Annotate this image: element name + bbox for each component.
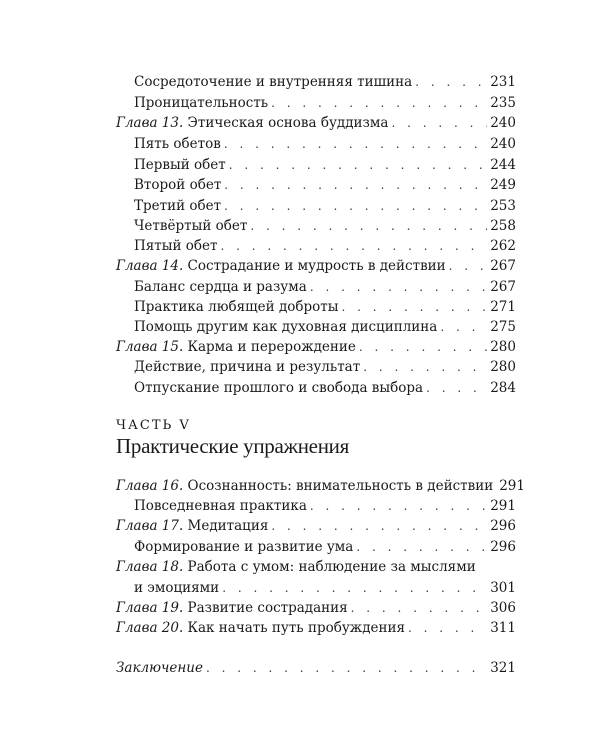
chapter-title: Этическая основа буддизма	[187, 115, 389, 131]
dot-leader	[359, 337, 487, 357]
entry-title: Пятый обет	[134, 238, 218, 254]
conclusion-title: Заключение	[116, 660, 203, 676]
dot-leader	[310, 496, 487, 516]
dot-leader	[415, 72, 487, 92]
toc-entry[interactable]	[134, 155, 516, 175]
entry-title: Первый обет	[134, 157, 226, 173]
toc-entry[interactable]	[134, 496, 516, 516]
dot-leader	[356, 537, 487, 557]
entry-title: Сосредоточение и внутренняя тишина	[134, 74, 413, 90]
entry-title: Практика любящей доброты	[134, 299, 339, 315]
dot-leader	[222, 578, 487, 598]
toc-entry[interactable]	[134, 175, 516, 195]
entry-title: Проницательность	[134, 95, 269, 111]
dot-leader	[271, 93, 487, 113]
dot-leader	[271, 516, 487, 536]
chapter-number: Глава 17.	[116, 518, 184, 534]
entry-title: Четвёртый обет	[134, 218, 248, 234]
dot-leader	[310, 277, 487, 297]
entry-title: Формирование и развитие ума	[134, 539, 354, 555]
page-number: 291	[490, 498, 516, 514]
toc-entry[interactable]	[134, 277, 516, 297]
toc-entry[interactable]	[134, 357, 516, 377]
page-number: 240	[490, 136, 516, 152]
toc-entry[interactable]	[134, 378, 516, 398]
chapter-number: Глава 18.	[116, 559, 184, 575]
page-number: 244	[490, 157, 516, 173]
page-number: 267	[490, 258, 516, 274]
page-number: 240	[490, 115, 516, 131]
page-number: 280	[490, 359, 516, 375]
dot-leader	[408, 618, 487, 638]
part-label: ЧАСТЬ V	[116, 418, 191, 433]
page-number: 280	[490, 339, 516, 355]
chapter-title: Осознанность: внимательность в действии	[187, 478, 494, 494]
dot-leader	[224, 196, 487, 216]
toc-entry[interactable]	[134, 537, 516, 557]
toc-chapter-entry[interactable]	[116, 598, 516, 618]
entry-title: Действие, причина и результат	[134, 359, 361, 375]
entry-title: Третий обет	[134, 198, 222, 214]
chapter-number: Глава 13.	[116, 115, 184, 131]
chapter-number: Глава 20.	[116, 620, 184, 636]
chapter-number: Глава 15.	[116, 339, 184, 355]
page-number: 291	[499, 478, 525, 494]
toc-chapter-entry[interactable]	[116, 476, 525, 496]
entry-title: Второй обет	[134, 177, 222, 193]
dot-leader	[342, 297, 488, 317]
toc-chapter-entry[interactable]	[116, 516, 516, 536]
page-number: 271	[490, 299, 516, 315]
dot-leader	[224, 175, 487, 195]
entry-title: Отпускание прошлого и свобода выбора	[134, 380, 424, 396]
toc-conclusion-entry[interactable]	[116, 658, 516, 678]
dot-leader	[351, 598, 488, 618]
chapter-title: Сострадание и мудрость в действии	[187, 258, 446, 274]
page-number: 253	[490, 198, 516, 214]
toc-entry-continuation[interactable]	[134, 578, 516, 598]
toc-entry[interactable]	[134, 196, 516, 216]
page-number: 267	[490, 279, 516, 295]
dot-leader	[221, 236, 488, 256]
toc-entry[interactable]	[134, 93, 516, 113]
entry-title: Повседневная практика	[134, 498, 307, 514]
chapter-title: Развитие сострадания	[187, 600, 348, 616]
page-number: 235	[490, 95, 516, 111]
toc-chapter-entry[interactable]	[116, 113, 516, 133]
toc-entry[interactable]	[134, 297, 516, 317]
page-number: 306	[490, 600, 516, 616]
dot-leader	[224, 134, 487, 154]
chapter-title: Медитация	[187, 518, 269, 534]
dot-leader	[363, 357, 487, 377]
page-number: 296	[490, 518, 516, 534]
page-number: 284	[490, 380, 516, 396]
toc-chapter-entry[interactable]	[116, 618, 516, 638]
toc-chapter-entry[interactable]	[116, 557, 516, 577]
toc-chapter-entry[interactable]	[116, 256, 516, 276]
dot-leader	[250, 216, 487, 236]
toc-chapter-entry[interactable]	[116, 337, 516, 357]
page-number: 296	[490, 539, 516, 555]
chapter-title: Карма и перерождение	[187, 339, 356, 355]
entry-title: Пять обетов	[134, 136, 221, 152]
page-number: 262	[490, 238, 516, 254]
page-number: 301	[490, 580, 516, 596]
chapter-title-continuation: и эмоциями	[134, 580, 220, 596]
chapter-title: Как начать путь пробуждения	[187, 620, 406, 636]
toc-entry[interactable]	[134, 72, 516, 92]
chapter-title: Работа с умом: наблюдение за мыслями	[187, 559, 476, 575]
page-number: 275	[490, 319, 516, 335]
chapter-number: Глава 19.	[116, 600, 184, 616]
entry-title: Помощь другим как духовная дисциплина	[134, 319, 438, 335]
chapter-number: Глава 14.	[116, 258, 184, 274]
dot-leader	[229, 155, 487, 175]
dot-leader	[391, 113, 487, 133]
page-number: 311	[490, 620, 516, 636]
entry-title: Баланс сердца и разума	[134, 279, 307, 295]
dot-leader	[426, 378, 487, 398]
toc-entry[interactable]	[134, 134, 516, 154]
dot-leader	[206, 658, 487, 678]
dot-leader	[449, 256, 488, 276]
dot-leader	[440, 317, 487, 337]
page-number: 321	[490, 660, 516, 676]
toc-entry[interactable]	[134, 216, 516, 236]
page-number: 231	[490, 74, 516, 90]
toc-entry[interactable]	[134, 317, 516, 337]
page-number: 249	[490, 177, 516, 193]
chapter-number: Глава 16.	[116, 478, 184, 494]
page-number: 258	[490, 218, 516, 234]
toc-entry[interactable]	[134, 236, 516, 256]
part-title: Практические упражнения	[116, 434, 349, 458]
